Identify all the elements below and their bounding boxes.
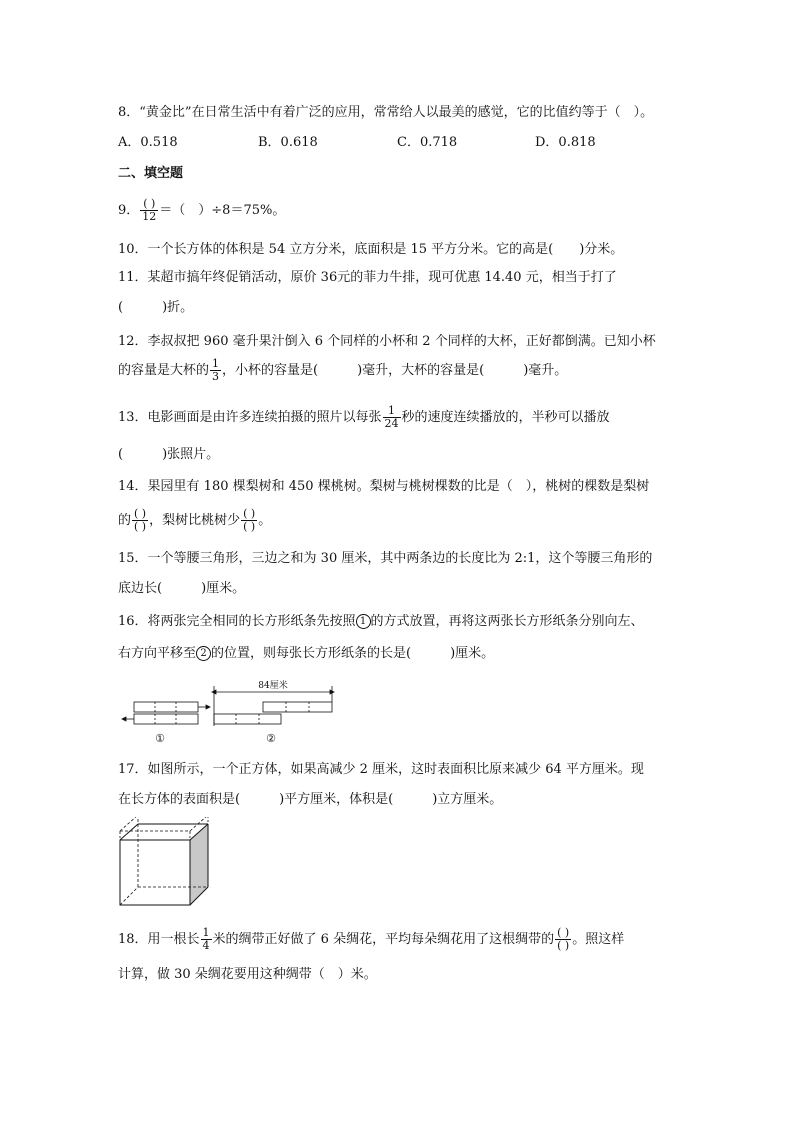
q13-line1 (118, 404, 610, 432)
q14-fraction-1-denominator: ( ) (134, 520, 147, 533)
q14-fraction-2 (241, 508, 257, 533)
q18-line1-start: 18．用一根长 (118, 932, 200, 947)
q16-length-label: 84厘米 (258, 681, 288, 691)
q18-fraction-2 (555, 927, 571, 952)
q14-fraction-1-numerator: ( ) (134, 507, 147, 520)
q18-fraction-1 (201, 927, 212, 952)
q18-fraction-1-numerator: 1 (202, 926, 210, 939)
q9 (118, 197, 285, 225)
q18-line1-end: 。照这样 (572, 932, 625, 947)
q9-fraction-numerator: ( ) (140, 198, 158, 211)
q14-fraction-2-numerator: ( ) (243, 507, 256, 520)
q14-line2-start: 的 (118, 513, 132, 528)
q16-line2 (118, 645, 494, 663)
q16-line2-start: 右方向平移至 (118, 646, 197, 661)
q13-fraction-denominator: 24 (384, 417, 399, 430)
q13-line1-end: 秒的速度连续播放的，半秒可以播放 (401, 410, 610, 425)
q14-line2-middle: ，梨树比桃树少 (149, 513, 241, 528)
q18-fraction-2-numerator: ( ) (557, 926, 570, 939)
q12-line1: 12．李叔叔把 960 毫升果汁倒入 6 个同样的小杯和 2 个同样的大杯，正好都倒满。已知小杯 (118, 334, 656, 349)
q9-rest: ＝（ ）÷8＝75%。 (159, 203, 286, 218)
q12-fraction-denominator: 3 (212, 370, 220, 383)
q18-line1-middle: 米的绸带正好做了 6 朵绸花，平均每朵绸花用了这根绸带的 (212, 932, 555, 947)
q13-line2: ( )张照片。 (118, 447, 220, 462)
q13-fraction (383, 405, 401, 430)
q16-line2-end: 的位置，则每张长方形纸条的长是( )厘米。 (211, 646, 495, 661)
q18-fraction-2-denominator: ( ) (557, 939, 570, 952)
q14-line2-end: 。 (258, 513, 272, 528)
q13-line1-start: 13．电影画面是由许多连续拍摄的照片以每张 (118, 410, 382, 425)
q9-fraction-denominator: 12 (142, 210, 157, 223)
q10-text: 10．一个长方体的体积是 54 立方分米，底面积是 15 平方分米。它的高是( )分米。 (118, 242, 624, 257)
q16-figure-1-label: ① (155, 732, 165, 745)
q15-line2: 底边长( )厘米。 (118, 581, 246, 596)
q16-line1-end: 的方式放置，再将这两张长方形纸条分别向左、 (370, 614, 644, 629)
q16-strip-figure (116, 676, 346, 746)
q8-option-b: B．0.618 (258, 135, 318, 150)
q14-line1: 14．果园里有 180 棵梨树和 450 棵桃树。梨树与桃树棵数的比是（ ），桃树的棵数是梨树 (118, 479, 650, 494)
q11-line1: 11．某超市搞年终促销活动，原价 36元的菲力牛排，现可优惠 14.40 元，相当于打了 (118, 270, 617, 285)
q12-line2 (118, 357, 567, 385)
q16-line1-start: 16．将两张完全相同的长方形纸条先按照 (118, 614, 356, 629)
q16-figure-2-label: ② (266, 732, 276, 745)
q17-cube-figure (114, 817, 214, 912)
q8-option-d: D．0.818 (535, 135, 596, 150)
q12-line2-end: ，小杯的容量是( )毫升，大杯的容量是( )毫升。 (222, 363, 568, 378)
q9-fraction (140, 198, 158, 223)
q18-fraction-1-denominator: 4 (202, 939, 210, 952)
q9-prefix: 9． (118, 203, 140, 218)
q14-fraction-2-denominator: ( ) (243, 520, 256, 533)
q12-line2-start: 的容量是大杯的 (118, 363, 210, 378)
q18-line1 (118, 926, 624, 954)
q14-line2 (118, 506, 271, 536)
q14-fraction-1 (132, 508, 148, 533)
q8-option-c: C．0.718 (397, 135, 458, 150)
circled-two-icon: 2 (196, 646, 211, 661)
q8-text: 8．“黄金比”在日常生活中有着广泛的应用，常常给人以最美的感觉，它的比值约等于（ ）。 (118, 105, 654, 120)
q18-line2: 计算，做 30 朵绸花要用这种绸带（ ）米。 (118, 967, 377, 982)
q13-fraction-numerator: 1 (383, 405, 401, 418)
circled-one-icon: 1 (356, 614, 371, 629)
q11-line2: ( )折。 (118, 300, 194, 315)
q17-line2: 在长方体的表面积是( )平方厘米，体积是( )立方厘米。 (118, 792, 503, 807)
q12-fraction-numerator: 1 (212, 357, 220, 370)
q17-line1: 17．如图所示，一个正方体，如果高减少 2 厘米，这时表面积比原来减少 64 平方厘米。现 (118, 762, 644, 777)
section-title-fill-blank: 二、填空题 (118, 166, 184, 181)
q15-line1: 15．一个等腰三角形，三边之和为 30 厘米，其中两条边的长度比为 2:1，这个等腰三角形的 (118, 551, 653, 566)
q8-option-a: A．0.518 (118, 135, 178, 150)
q12-fraction (210, 358, 221, 383)
q16-line1 (118, 613, 644, 631)
